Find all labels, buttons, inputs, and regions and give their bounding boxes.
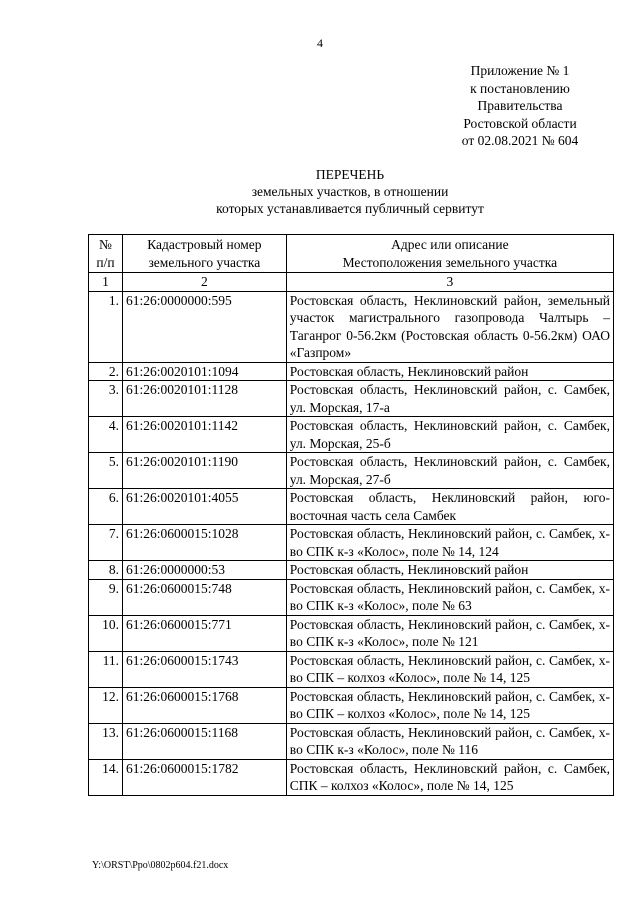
table-row (89, 362, 614, 381)
table-row (89, 489, 614, 525)
table-row (89, 687, 614, 723)
cadastral-number: 61:26:0600015:1168 (122, 723, 286, 759)
cadastral-number: 61:26:0000000:595 (122, 291, 286, 362)
appendix-block (440, 62, 600, 150)
row-number: 6. (89, 489, 123, 525)
plot-address: Ростовская область, Неклиновский район (286, 561, 613, 580)
cadastral-number: 61:26:0600015:1743 (122, 651, 286, 687)
row-number: 4. (89, 417, 123, 453)
table-row (89, 579, 614, 615)
appendix-line: Приложение № 1 (470, 63, 570, 78)
cadastral-number: 61:26:0600015:1028 (122, 525, 286, 561)
plot-address: Ростовская область, Неклиновский район, с. Самбек, х-во СПК к-з «Колос», поле № 121 (286, 615, 613, 651)
header-address: Адрес или описание Местоположения земельного участка (286, 235, 613, 273)
row-number: 9. (89, 579, 123, 615)
column-number: 2 (122, 273, 286, 292)
plot-address: Ростовская область, Неклиновский район, с. Самбек, ул. Морская, 17-а (286, 381, 613, 417)
plot-address: Ростовская область, Неклиновский район, с. Самбек, х-во СПК – колхоз «Колос», поле № 14, 125 (286, 687, 613, 723)
plot-address: Ростовская область, Неклиновский район, с. Самбек, ул. Морская, 27-б (286, 453, 613, 489)
cadastral-number: 61:26:0000000:53 (122, 561, 286, 580)
table-row (89, 291, 614, 362)
document-title: ПЕРЕЧЕНЬ (315, 167, 385, 182)
header-cadastral: Кадастровый номер земельного участка (122, 235, 286, 273)
plot-address: Ростовская область, Неклиновский район, с. Самбек, х-во СПК к-з «Колос», поле № 63 (286, 579, 613, 615)
cadastral-number: 61:26:0020101:1128 (122, 381, 286, 417)
column-number-row (89, 273, 614, 292)
appendix-line: от 02.08.2021 № 604 (461, 133, 579, 148)
row-number: 1. (89, 291, 123, 362)
appendix-line: Правительства (477, 98, 563, 113)
appendix-line: к постановлению (470, 80, 570, 96)
row-number: 2. (89, 362, 123, 381)
row-number: 11. (89, 651, 123, 687)
table-header-row (89, 235, 614, 273)
plot-address: Ростовская область, Неклиновский район, с. Самбек, х-во СПК к-з «Колос», поле № 14, 124 (286, 525, 613, 561)
land-plots-table (88, 234, 614, 796)
plot-address: Ростовская область, Неклиновский район (286, 362, 613, 381)
table-row (89, 525, 614, 561)
plot-address: Ростовская область, Неклиновский район, с. Самбек, СПК – колхоз «Колос», поле № 14, 125 (286, 759, 613, 795)
plot-address: Ростовская область, Неклиновский район, с. Самбек, ул. Морская, 25-б (286, 417, 613, 453)
table-row (89, 723, 614, 759)
document-subtitle-line: земельных участков, в отношении (251, 184, 449, 199)
title-block (0, 166, 640, 217)
plot-address: Ростовская область, Неклиновский район, с. Самбек, х-во СПК к-з «Колос», поле № 116 (286, 723, 613, 759)
row-number: 7. (89, 525, 123, 561)
cadastral-number: 61:26:0020101:4055 (122, 489, 286, 525)
table-row (89, 651, 614, 687)
table-row (89, 759, 614, 795)
cadastral-number: 61:26:0600015:748 (122, 579, 286, 615)
cadastral-number: 61:26:0600015:1768 (122, 687, 286, 723)
column-number: 3 (286, 273, 613, 292)
document-subtitle-line: которых устанавливается публичный сервитут (216, 201, 484, 216)
plot-address: Ростовская область, Неклиновский район, юго-восточная часть села Самбек (286, 489, 613, 525)
footer-file-path: Y:\ORST\Ppo\0802p604.f21.docx (92, 860, 229, 871)
row-number: 5. (89, 453, 123, 489)
row-number: 14. (89, 759, 123, 795)
row-number: 3. (89, 381, 123, 417)
cadastral-number: 61:26:0600015:771 (122, 615, 286, 651)
plot-address: Ростовская область, Неклиновский район, земельный участок магистрального газопровода Чалтырь – Таганрог 0-56.2км (Ростовская область 0-56.2км) ОАО «Газпром» (286, 291, 613, 362)
cadastral-number: 61:26:0020101:1142 (122, 417, 286, 453)
table-row (89, 381, 614, 417)
cadastral-number: 61:26:0020101:1190 (122, 453, 286, 489)
page-number: 4 (317, 36, 323, 50)
row-number: 8. (89, 561, 123, 580)
row-number: 10. (89, 615, 123, 651)
table-row (89, 453, 614, 489)
column-number: 1 (89, 273, 123, 292)
row-number: 12. (89, 687, 123, 723)
cadastral-number: 61:26:0020101:1094 (122, 362, 286, 381)
table-row (89, 615, 614, 651)
row-number: 13. (89, 723, 123, 759)
header-num: № п/п (89, 235, 123, 273)
plot-address: Ростовская область, Неклиновский район, с. Самбек, х-во СПК – колхоз «Колос», поле № 14, 125 (286, 651, 613, 687)
cadastral-number: 61:26:0600015:1782 (122, 759, 286, 795)
table-row (89, 561, 614, 580)
appendix-line: Ростовской области (463, 115, 577, 131)
table-row (89, 417, 614, 453)
